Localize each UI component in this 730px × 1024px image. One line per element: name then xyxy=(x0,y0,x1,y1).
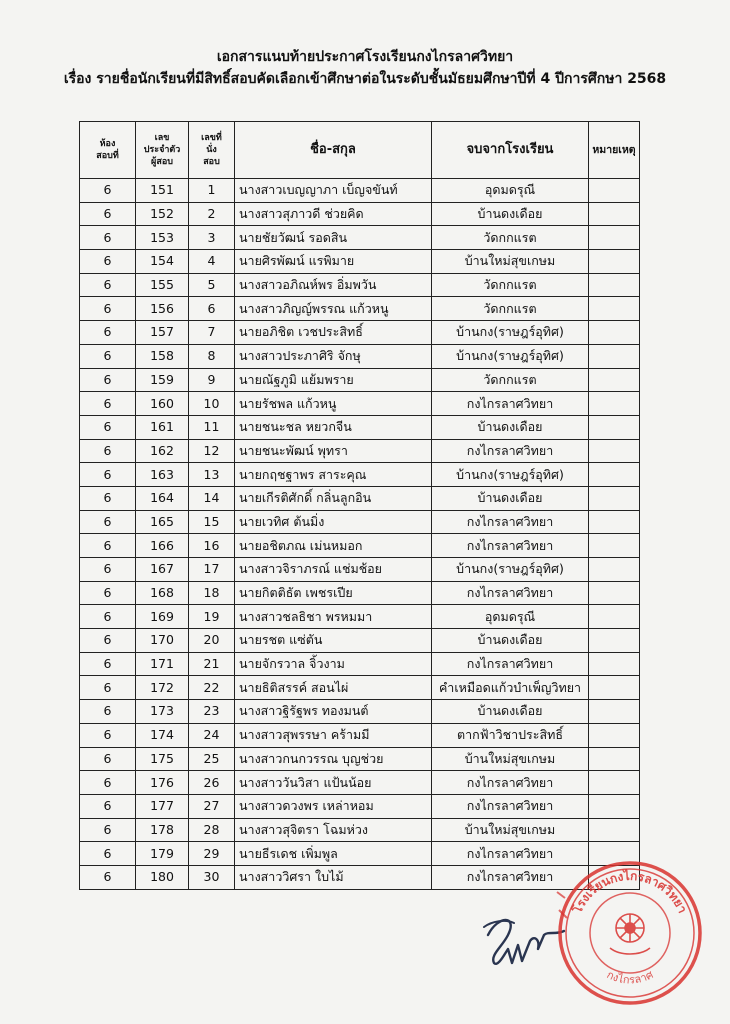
cell-name: นายอชิตภณ เม่นหมอก xyxy=(235,534,432,558)
document-title: เอกสารแนบท้ายประกาศโรงเรียนกงไกรลาศวิทยา xyxy=(216,49,514,65)
cell-note xyxy=(589,297,640,321)
table-row xyxy=(80,368,640,392)
cell-name: นายชัยวัฒน์ รอดสิน xyxy=(235,226,432,250)
cell-note xyxy=(589,321,640,345)
table-row xyxy=(80,534,640,558)
cell-school: บ้านดงเดือย xyxy=(432,202,589,226)
cell-school: กงไกรลาศวิทยา xyxy=(432,439,589,463)
header-id xyxy=(136,122,189,179)
cell-note xyxy=(589,771,640,795)
cell-school: กงไกรลาศวิทยา xyxy=(432,392,589,416)
table-row xyxy=(80,605,640,629)
cell-id: 159 xyxy=(136,368,189,392)
cell-school: วัดกกแรต xyxy=(432,368,589,392)
cell-id: 172 xyxy=(136,676,189,700)
cell-name: นายธิติสรรค์ สอนไผ่ xyxy=(235,676,432,700)
cell-school: บ้านดงเดือย xyxy=(432,700,589,724)
cell-id: 167 xyxy=(136,558,189,582)
cell-note xyxy=(589,415,640,439)
cell-id: 162 xyxy=(136,439,189,463)
cell-note xyxy=(589,794,640,818)
table-row xyxy=(80,321,640,345)
header-room-line2: สอบที่ xyxy=(96,151,119,161)
table-row xyxy=(80,700,640,724)
cell-seat: 6 xyxy=(189,297,235,321)
cell-name: นายกฤชฐาพร สาระคุณ xyxy=(235,463,432,487)
header-room xyxy=(80,122,136,179)
document-subject: เรื่อง รายชื่อนักเรียนที่มีสิทธิ์สอบคัดเลือกเข้าศึกษาต่อในระดับชั้นมัธยมศึกษาปีที่ 4 ปีการศึกษา 2568 xyxy=(63,71,667,87)
cell-room: 6 xyxy=(80,865,136,889)
cell-seat: 22 xyxy=(189,676,235,700)
cell-name: นางสาวสุพรรษา คร้ามมี xyxy=(235,723,432,747)
seal-text: โรงเรียนกงไกรลาศวิทยา xyxy=(570,868,690,916)
cell-room: 6 xyxy=(80,747,136,771)
seal-emblem-icon xyxy=(610,914,650,954)
cell-id: 166 xyxy=(136,534,189,558)
cell-note xyxy=(589,676,640,700)
cell-school: วัดกกแรต xyxy=(432,226,589,250)
cell-id: 175 xyxy=(136,747,189,771)
cell-id: 156 xyxy=(136,297,189,321)
cell-seat: 30 xyxy=(189,865,235,889)
cell-room: 6 xyxy=(80,700,136,724)
cell-school: บ้านกง(ราษฎร์อุทิศ) xyxy=(432,463,589,487)
cell-note xyxy=(589,510,640,534)
cell-school: บ้านดงเดือย xyxy=(432,486,589,510)
table-row xyxy=(80,723,640,747)
table-row xyxy=(80,179,640,203)
cell-room: 6 xyxy=(80,415,136,439)
cell-note xyxy=(589,818,640,842)
cell-room: 6 xyxy=(80,344,136,368)
cell-room: 6 xyxy=(80,534,136,558)
cell-room: 6 xyxy=(80,439,136,463)
cell-id: 151 xyxy=(136,179,189,203)
cell-room: 6 xyxy=(80,723,136,747)
cell-school: บ้านกง(ราษฎร์อุทิศ) xyxy=(432,321,589,345)
cell-room: 6 xyxy=(80,842,136,866)
cell-room: 6 xyxy=(80,629,136,653)
cell-name: นางสาววิศรา ใบไม้ xyxy=(235,865,432,889)
cell-id: 161 xyxy=(136,415,189,439)
cell-note xyxy=(589,605,640,629)
cell-room: 6 xyxy=(80,558,136,582)
cell-name: นายจักรวาล จิ้วงาม xyxy=(235,652,432,676)
cell-room: 6 xyxy=(80,321,136,345)
table-row xyxy=(80,297,640,321)
cell-seat: 2 xyxy=(189,202,235,226)
cell-room: 6 xyxy=(80,771,136,795)
cell-note xyxy=(589,226,640,250)
header-seat xyxy=(189,122,235,179)
cell-note xyxy=(589,344,640,368)
cell-school: กงไกรลาศวิทยา xyxy=(432,865,589,889)
cell-name: นายชนะชล หยวกจีน xyxy=(235,415,432,439)
cell-name: นายเวทิศ ต้นมิ่ง xyxy=(235,510,432,534)
table-row xyxy=(80,771,640,795)
cell-seat: 7 xyxy=(189,321,235,345)
cell-name: นายชนะพัฒน์ พุทรา xyxy=(235,439,432,463)
cell-name: นางสาวฐิรัฐพร ทองมนต์ xyxy=(235,700,432,724)
header-id-line3: ผู้สอบ xyxy=(151,157,173,167)
cell-id: 158 xyxy=(136,344,189,368)
cell-room: 6 xyxy=(80,486,136,510)
table-row xyxy=(80,202,640,226)
table-row xyxy=(80,747,640,771)
table-row xyxy=(80,629,640,653)
cell-id: 160 xyxy=(136,392,189,416)
cell-name: นายณัฐภูมิ แย้มพราย xyxy=(235,368,432,392)
cell-school: บ้านดงเดือย xyxy=(432,415,589,439)
cell-school: บ้านกง(ราษฎร์อุทิศ) xyxy=(432,558,589,582)
table-row xyxy=(80,676,640,700)
cell-seat: 15 xyxy=(189,510,235,534)
cell-seat: 13 xyxy=(189,463,235,487)
cell-school: ตากฟ้าวิชาประสิทธิ์ xyxy=(432,723,589,747)
cell-note xyxy=(589,700,640,724)
header-seat-line3: สอบ xyxy=(203,157,220,167)
cell-name: นางสาวภิญญ์พรรณ แก้วหนู xyxy=(235,297,432,321)
cell-room: 6 xyxy=(80,250,136,274)
cell-room: 6 xyxy=(80,510,136,534)
cell-seat: 29 xyxy=(189,842,235,866)
cell-seat: 25 xyxy=(189,747,235,771)
cell-seat: 21 xyxy=(189,652,235,676)
cell-school: อุดมดรุณี xyxy=(432,605,589,629)
cell-room: 6 xyxy=(80,794,136,818)
cell-seat: 26 xyxy=(189,771,235,795)
cell-seat: 23 xyxy=(189,700,235,724)
cell-name: นายศิรพัฒน์ แรพิมาย xyxy=(235,250,432,274)
cell-room: 6 xyxy=(80,605,136,629)
table-row xyxy=(80,415,640,439)
header-note: หมายเหตุ xyxy=(589,122,640,179)
cell-note xyxy=(589,534,640,558)
cell-room: 6 xyxy=(80,581,136,605)
cell-id: 152 xyxy=(136,202,189,226)
table-row xyxy=(80,463,640,487)
cell-note xyxy=(589,368,640,392)
cell-seat: 3 xyxy=(189,226,235,250)
table-row xyxy=(80,439,640,463)
cell-seat: 8 xyxy=(189,344,235,368)
header-id-line2: ประจำตัว xyxy=(143,145,181,155)
cell-note xyxy=(589,202,640,226)
cell-name: นายอภิชิต เวชประสิทธิ์ xyxy=(235,321,432,345)
cell-id: 170 xyxy=(136,629,189,653)
cell-id: 157 xyxy=(136,321,189,345)
cell-id: 154 xyxy=(136,250,189,274)
cell-seat: 5 xyxy=(189,273,235,297)
header-id-line1: เลข xyxy=(154,133,170,143)
table-header-row xyxy=(80,122,640,179)
cell-seat: 10 xyxy=(189,392,235,416)
cell-school: บ้านใหม่สุขเกษม xyxy=(432,747,589,771)
cell-room: 6 xyxy=(80,179,136,203)
cell-school: วัดกกแรต xyxy=(432,297,589,321)
cell-name: นายธีรเดช เพิ่มพูล xyxy=(235,842,432,866)
cell-seat: 4 xyxy=(189,250,235,274)
cell-seat: 19 xyxy=(189,605,235,629)
cell-room: 6 xyxy=(80,818,136,842)
table-row xyxy=(80,510,640,534)
header-seat-line2: นั่ง xyxy=(206,145,217,155)
cell-school: คำเหมือดแก้วบำเพ็ญวิทยา xyxy=(432,676,589,700)
cell-room: 6 xyxy=(80,202,136,226)
svg-text:กงไกรลาศ xyxy=(605,968,656,986)
cell-school: กงไกรลาศวิทยา xyxy=(432,652,589,676)
cell-seat: 24 xyxy=(189,723,235,747)
cell-id: 179 xyxy=(136,842,189,866)
cell-seat: 28 xyxy=(189,818,235,842)
cell-id: 165 xyxy=(136,510,189,534)
cell-name: นายรชต แซ่ตัน xyxy=(235,629,432,653)
cell-id: 164 xyxy=(136,486,189,510)
cell-name: นางสาวจิราภรณ์ แช่มช้อย xyxy=(235,558,432,582)
cell-note xyxy=(589,629,640,653)
cell-note xyxy=(589,558,640,582)
cell-seat: 1 xyxy=(189,179,235,203)
table-row xyxy=(80,226,640,250)
cell-note xyxy=(589,439,640,463)
cell-id: 155 xyxy=(136,273,189,297)
cell-note xyxy=(589,723,640,747)
cell-seat: 14 xyxy=(189,486,235,510)
table-row xyxy=(80,652,640,676)
cell-seat: 20 xyxy=(189,629,235,653)
cell-name: นางสาวดวงพร เหล่าหอม xyxy=(235,794,432,818)
header-seat-line1: เลขที่ xyxy=(201,133,222,143)
cell-seat: 9 xyxy=(189,368,235,392)
cell-room: 6 xyxy=(80,652,136,676)
table-row xyxy=(80,392,640,416)
cell-name: นางสาวอภิณห์พร อิ่มพวัน xyxy=(235,273,432,297)
table-row xyxy=(80,250,640,274)
school-seal-stamp xyxy=(555,858,705,1008)
cell-school: บ้านดงเดือย xyxy=(432,629,589,653)
cell-seat: 12 xyxy=(189,439,235,463)
cell-school: กงไกรลาศวิทยา xyxy=(432,510,589,534)
cell-school: บ้านใหม่สุขเกษม xyxy=(432,250,589,274)
cell-name: นางสาววันวิสา แป้นน้อย xyxy=(235,771,432,795)
cell-name: นายรัชพล แก้วหนู xyxy=(235,392,432,416)
cell-room: 6 xyxy=(80,676,136,700)
cell-id: 153 xyxy=(136,226,189,250)
cell-id: 177 xyxy=(136,794,189,818)
cell-seat: 16 xyxy=(189,534,235,558)
table-row xyxy=(80,558,640,582)
cell-id: 171 xyxy=(136,652,189,676)
cell-seat: 17 xyxy=(189,558,235,582)
cell-name: นางสาวเบญญาภา เบ็ญจขันท์ xyxy=(235,179,432,203)
cell-room: 6 xyxy=(80,392,136,416)
cell-room: 6 xyxy=(80,226,136,250)
cell-room: 6 xyxy=(80,463,136,487)
cell-note xyxy=(589,581,640,605)
cell-school: กงไกรลาศวิทยา xyxy=(432,581,589,605)
cell-seat: 27 xyxy=(189,794,235,818)
cell-id: 176 xyxy=(136,771,189,795)
cell-name: นายกิตติธัต เพชรเปีย xyxy=(235,581,432,605)
header-name: ชื่อ-สกุล xyxy=(235,122,432,179)
cell-school: กงไกรลาศวิทยา xyxy=(432,794,589,818)
table-row xyxy=(80,344,640,368)
table-row xyxy=(80,581,640,605)
table-row xyxy=(80,794,640,818)
cell-school: บ้านใหม่สุขเกษม xyxy=(432,818,589,842)
cell-name: นางสาวสุภาวดี ช่วยคิด xyxy=(235,202,432,226)
table-body xyxy=(80,179,640,890)
cell-name: นายเกีรติศักดิ์ กลิ่นลูกอิน xyxy=(235,486,432,510)
cell-seat: 18 xyxy=(189,581,235,605)
seal-subtext: กงไกรลาศ xyxy=(604,968,656,987)
cell-school: กงไกรลาศวิทยา xyxy=(432,771,589,795)
cell-school: บ้านกง(ราษฎร์อุทิศ) xyxy=(432,344,589,368)
cell-note xyxy=(589,463,640,487)
table-row xyxy=(80,273,640,297)
cell-seat: 11 xyxy=(189,415,235,439)
student-roster-table xyxy=(79,121,640,890)
cell-id: 173 xyxy=(136,700,189,724)
cell-room: 6 xyxy=(80,297,136,321)
cell-name: นางสาวกนกวรรณ บุญช่วย xyxy=(235,747,432,771)
cell-note xyxy=(589,652,640,676)
cell-note xyxy=(589,392,640,416)
cell-name: นางสาวสุจิตรา โฉมห่วง xyxy=(235,818,432,842)
cell-note xyxy=(589,486,640,510)
table-row xyxy=(80,818,640,842)
header-school: จบจากโรงเรียน xyxy=(432,122,589,179)
cell-name: นางสาวชลธิชา พรหมมา xyxy=(235,605,432,629)
table-row xyxy=(80,486,640,510)
cell-school: กงไกรลาศวิทยา xyxy=(432,842,589,866)
cell-room: 6 xyxy=(80,273,136,297)
cell-room: 6 xyxy=(80,368,136,392)
cell-id: 174 xyxy=(136,723,189,747)
cell-name: นางสาวประภาศิริ จักษุ xyxy=(235,344,432,368)
cell-id: 180 xyxy=(136,865,189,889)
cell-note xyxy=(589,747,640,771)
cell-school: วัดกกแรต xyxy=(432,273,589,297)
cell-note xyxy=(589,273,640,297)
cell-id: 163 xyxy=(136,463,189,487)
cell-note xyxy=(589,250,640,274)
cell-id: 178 xyxy=(136,818,189,842)
cell-id: 168 xyxy=(136,581,189,605)
cell-id: 169 xyxy=(136,605,189,629)
cell-school: อุดมดรุณี xyxy=(432,179,589,203)
cell-note xyxy=(589,179,640,203)
cell-school: กงไกรลาศวิทยา xyxy=(432,534,589,558)
header-room-line1: ห้อง xyxy=(99,139,116,149)
